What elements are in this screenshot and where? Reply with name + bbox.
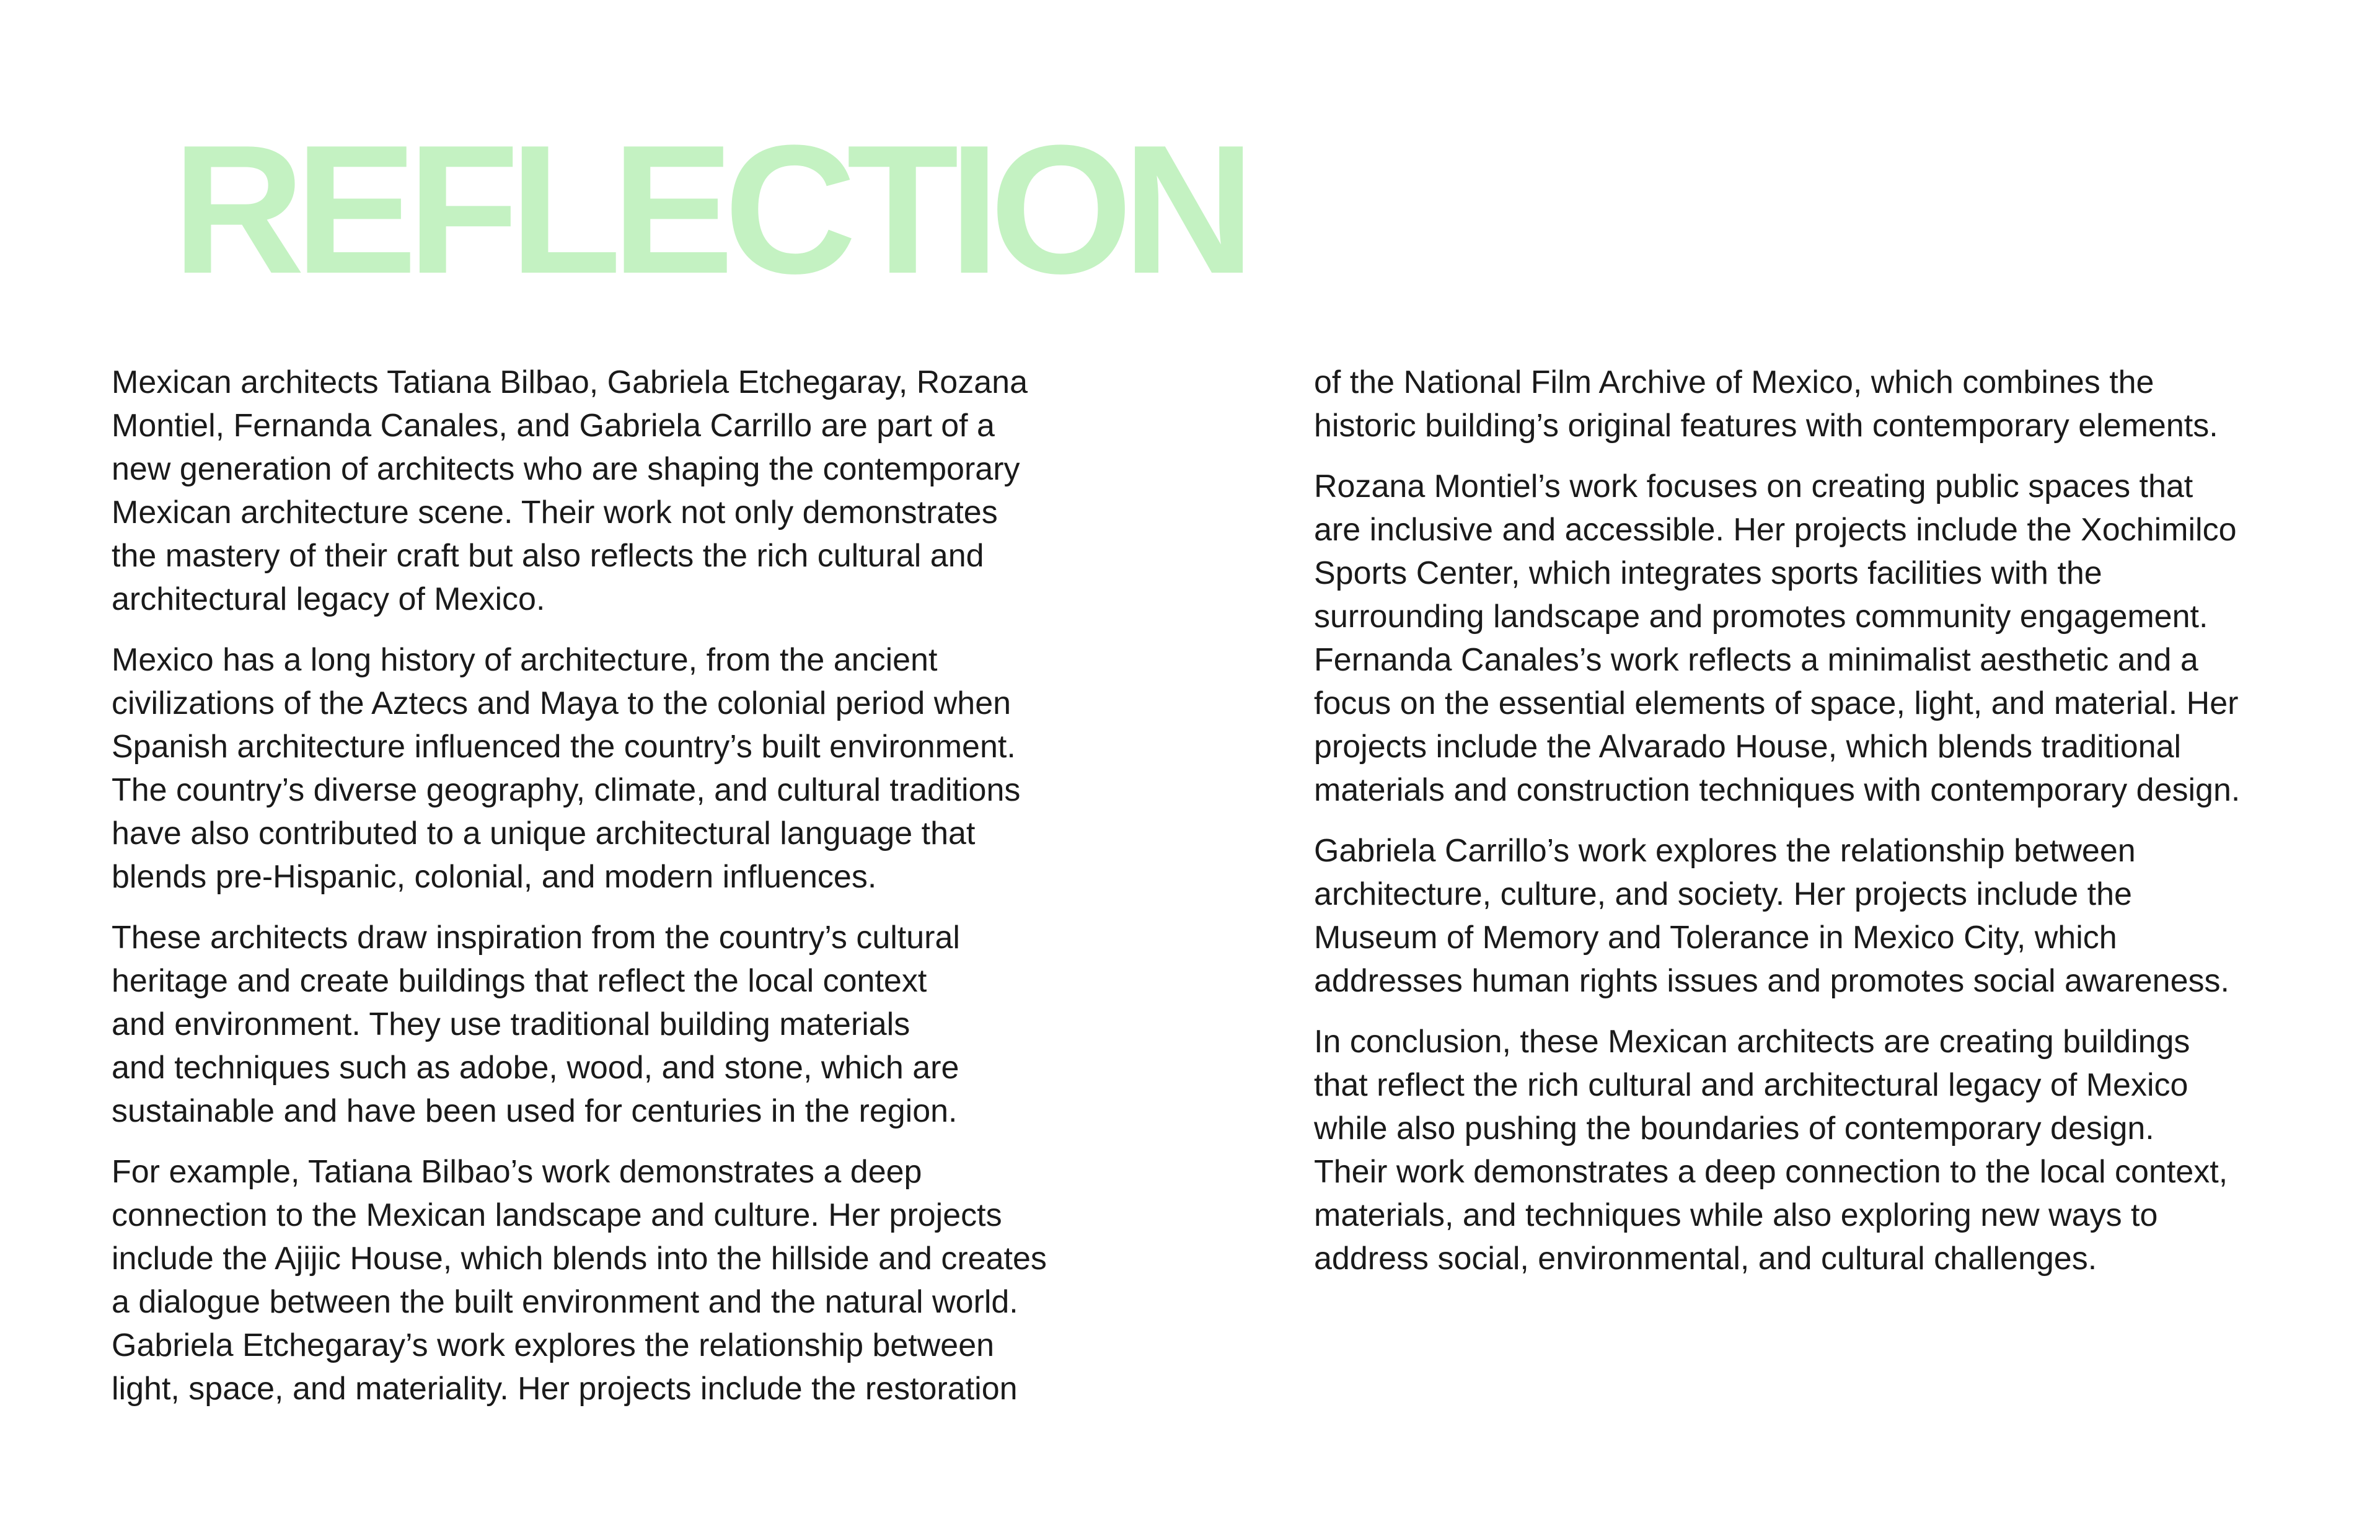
right-text-column [1314, 361, 2355, 1280]
paragraph-line: Mexican architects Tatiana Bilbao, Gabriela Etchegaray, Rozana [112, 364, 1028, 400]
body-paragraph [112, 916, 1128, 1133]
paragraph-line: and techniques such as adobe, wood, and stone, which are [112, 1050, 959, 1086]
paragraph-line: while also pushing the boundaries of contemporary design. [1314, 1111, 2154, 1146]
paragraph-line: civilizations of the Aztecs and Maya to the colonial period when [112, 685, 1011, 721]
paragraph-line: focus on the essential elements of space, light, and material. Her [1314, 685, 2239, 721]
paragraph-line: Gabriela Etchegaray’s work explores the relationship between [112, 1327, 995, 1363]
page-title: REFLECTION [172, 107, 1246, 312]
body-paragraph [112, 638, 1128, 899]
body-paragraph [1314, 829, 2355, 1003]
body-paragraph [1314, 361, 2355, 447]
paragraph-line: include the Ajijic House, which blends into the hillside and creates [112, 1241, 1047, 1277]
body-paragraph [1314, 1020, 2355, 1280]
body-paragraph [112, 1150, 1128, 1410]
body-paragraph [112, 361, 1128, 621]
paragraph-line: materials and construction techniques with contemporary design. [1314, 772, 2241, 808]
paragraph-line: The country’s diverse geography, climate, and cultural traditions [112, 772, 1021, 808]
paragraph-line: are inclusive and accessible. Her projects include the Xochimilco [1314, 512, 2237, 548]
paragraph-line: new generation of architects who are shaping the contemporary [112, 451, 1020, 487]
paragraph-line: Mexican architecture scene. Their work not only demonstrates [112, 495, 998, 530]
paragraph-line: materials, and techniques while also exploring new ways to [1314, 1197, 2158, 1233]
paragraph-line: Their work demonstrates a deep connection to the local context, [1314, 1154, 2228, 1190]
paragraph-line: of the National Film Archive of Mexico, which combines the [1314, 364, 2154, 400]
paragraph-line: Spanish architecture influenced the country’s built environment. [112, 729, 1016, 765]
paragraph-line: Fernanda Canales’s work reflects a minimalist aesthetic and a [1314, 642, 2198, 678]
paragraph-line: light, space, and materiality. Her projects include the restoration [112, 1371, 1018, 1407]
paragraph-line: addresses human rights issues and promotes social awareness. [1314, 963, 2229, 999]
paragraph-line: These architects draw inspiration from the country’s cultural [112, 920, 960, 956]
paragraph-line: architectural legacy of Mexico. [112, 581, 545, 617]
paragraph-line: In conclusion, these Mexican architects are creating buildings [1314, 1024, 2190, 1060]
paragraph-line: Museum of Memory and Tolerance in Mexico City, which [1314, 920, 2117, 956]
paragraph-line: Rozana Montiel’s work focuses on creating public spaces that [1314, 469, 2193, 504]
paragraph-line: the mastery of their craft but also reflects the rich cultural and [112, 538, 984, 574]
paragraph-line: Mexico has a long history of architecture, from the ancient [112, 642, 938, 678]
paragraph-line: that reflect the rich cultural and architectural legacy of Mexico [1314, 1067, 2188, 1103]
paragraph-line: Sports Center, which integrates sports facilities with the [1314, 555, 2102, 591]
paragraph-line: architecture, culture, and society. Her projects include the [1314, 876, 2132, 912]
body-paragraph [1314, 465, 2355, 812]
paragraph-line: a dialogue between the built environment and the natural world. [112, 1284, 1018, 1320]
paragraph-line: connection to the Mexican landscape and culture. Her projects [112, 1197, 1002, 1233]
paragraph-line: projects include the Alvarado House, which blends traditional [1314, 729, 2182, 765]
paragraph-line: sustainable and have been used for centuries in the region. [112, 1093, 958, 1129]
paragraph-line: historic building’s original features with contemporary elements. [1314, 408, 2218, 444]
paragraph-line: Gabriela Carrillo’s work explores the relationship between [1314, 833, 2136, 869]
paragraph-line: address social, environmental, and cultural challenges. [1314, 1241, 2097, 1277]
left-text-column [112, 361, 1128, 1410]
paragraph-line: Montiel, Fernanda Canales, and Gabriela Carrillo are part of a [112, 408, 995, 444]
paragraph-line: surrounding landscape and promotes community engagement. [1314, 599, 2208, 635]
paragraph-line: heritage and create buildings that reflect the local context [112, 963, 927, 999]
paragraph-line: have also contributed to a unique architectural language that [112, 816, 976, 851]
paragraph-line: and environment. They use traditional building materials [112, 1006, 910, 1042]
paragraph-line: blends pre-Hispanic, colonial, and modern influences. [112, 859, 877, 895]
paragraph-line: For example, Tatiana Bilbao’s work demonstrates a deep [112, 1154, 922, 1190]
